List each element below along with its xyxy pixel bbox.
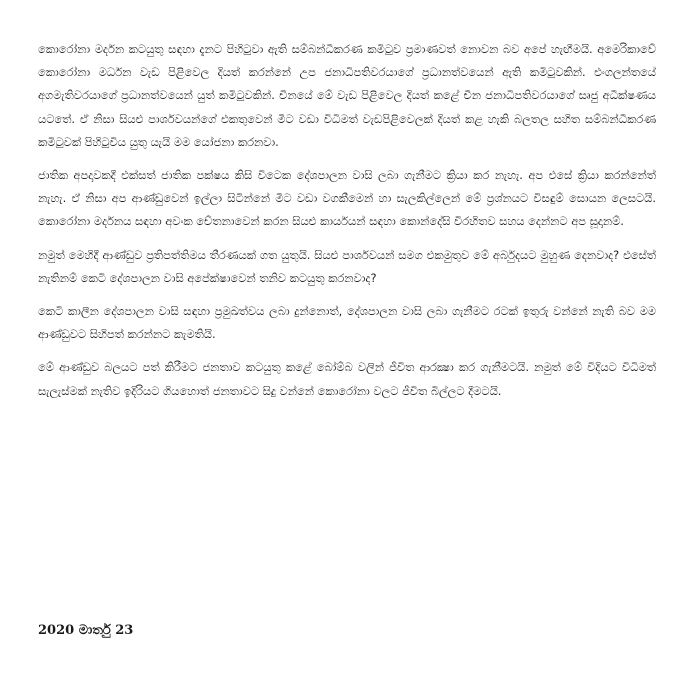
statement-date: 2020 මාර්තු 23	[38, 623, 134, 638]
paragraph-5: මේ ආණ්ඩුව බලයට පත් කිරීමට ජනතාව කටයුතු කළේ බෝම්බ වලින් ජීවිත ආරක්‍ෂා කර ගැනීමටයි. නමුත් මේ විදියට විධිමත් සැලැස්මක් නැතිව ඉදිරියට ගියහොත් ජනතාවට සිදු වන්නේ කොරෝනා වලට ජීවිත බිල්ලට දීමටයි.	[38, 360, 656, 398]
paragraph-3: නමුත් මෙහිදී ආණ්ඩුව ප්‍රතිපත්තිමය තීරණයක් ගත යුතුයි. සියළු පාර්ශවයන් සමග එකමුතුව මේ අර්බුදයට මුහුණ දෙනවාද? එසේත් නැතිනම් කෙටි දේශපාලන වාසි අපේක්ෂාවෙන් තනිව කටයුතු කරනවාද?	[38, 247, 656, 285]
paragraph-2: ජාතික අපදාවකදී එක්සත් ජාතික පක්ෂය කිසි විටෙක දේශපාලන වාසි ලබා ගැනීමට ක්‍රියා කර නැහැ. අප එසේ ක්‍රියා කරන්නේත් නැහැ. ඒ නිසා අප ආණ්ඩුවෙන් ඉල්ලා සිටින්නේ මීට වඩා වගකීමෙන් හා සැලකිල්ලෙන් මේ ප්‍රශ්නයට විසඳුම් සොයන ලෙසටයි. කොරෝනා මර්දනය සඳහා අවංක චේතනාවෙන් කරන සියළු කාර්යයන් සඳහා කොන්දේසි විරහිතව සහය දෙන්නට අප සූදානම්.	[38, 168, 656, 229]
paragraph-4: කෙටි කාලීන දේශපාලන වාසි සඳහා ප්‍රමුඛත්වය ලබා දුන්නොත්, දේශපාලන වාසි ලබා ගැනීමට රටක් ඉතුරු වන්නේ නැති බව මම ආණ්ඩුවට සිහිපත් කරන්නට කැමතියි.	[38, 304, 656, 342]
paragraph-1: කොරෝනා මර්දන කටයුතු සඳහා දැනට පිහිටුවා ඇති සම්බන්ධීකරණ කමිටුව ප්‍රමාණවත් නොවන බව අපේ හැඟීමයි. අමෙරිකාවේ කොරෝනා මර්ධන වැඩ පිළිවෙල දියත් කරන්නේ උප ජනාධිපතිවරයාගේ ප්‍රධානත්වයෙන් ඇති කමිටුවකින්. එංගලන්තයේ අගමැතිවරයාගේ ප්‍රධානත්වයෙන් යුත් කමිටුවකින්. චීනයේ මේ වැඩ පිළිවෙල දියත් කළේ චීන ජනාධිපතිවරයාගේ සෘජු අධීක්ෂණය යටතේ. ඒ නිසා සියළු පාර්ශවයන්ගේ එකතුවෙන් මීට වඩා විධිමත් වැඩපිළිවෙලක් දියත් කළ හැකි බලතල සහිත සම්බන්ධීකරණ කමිටුවක් පිහිටුවිය යුතු යැයි මම යෝජනා කරනවා.	[38, 42, 656, 149]
statement-body	[38, 38, 656, 413]
